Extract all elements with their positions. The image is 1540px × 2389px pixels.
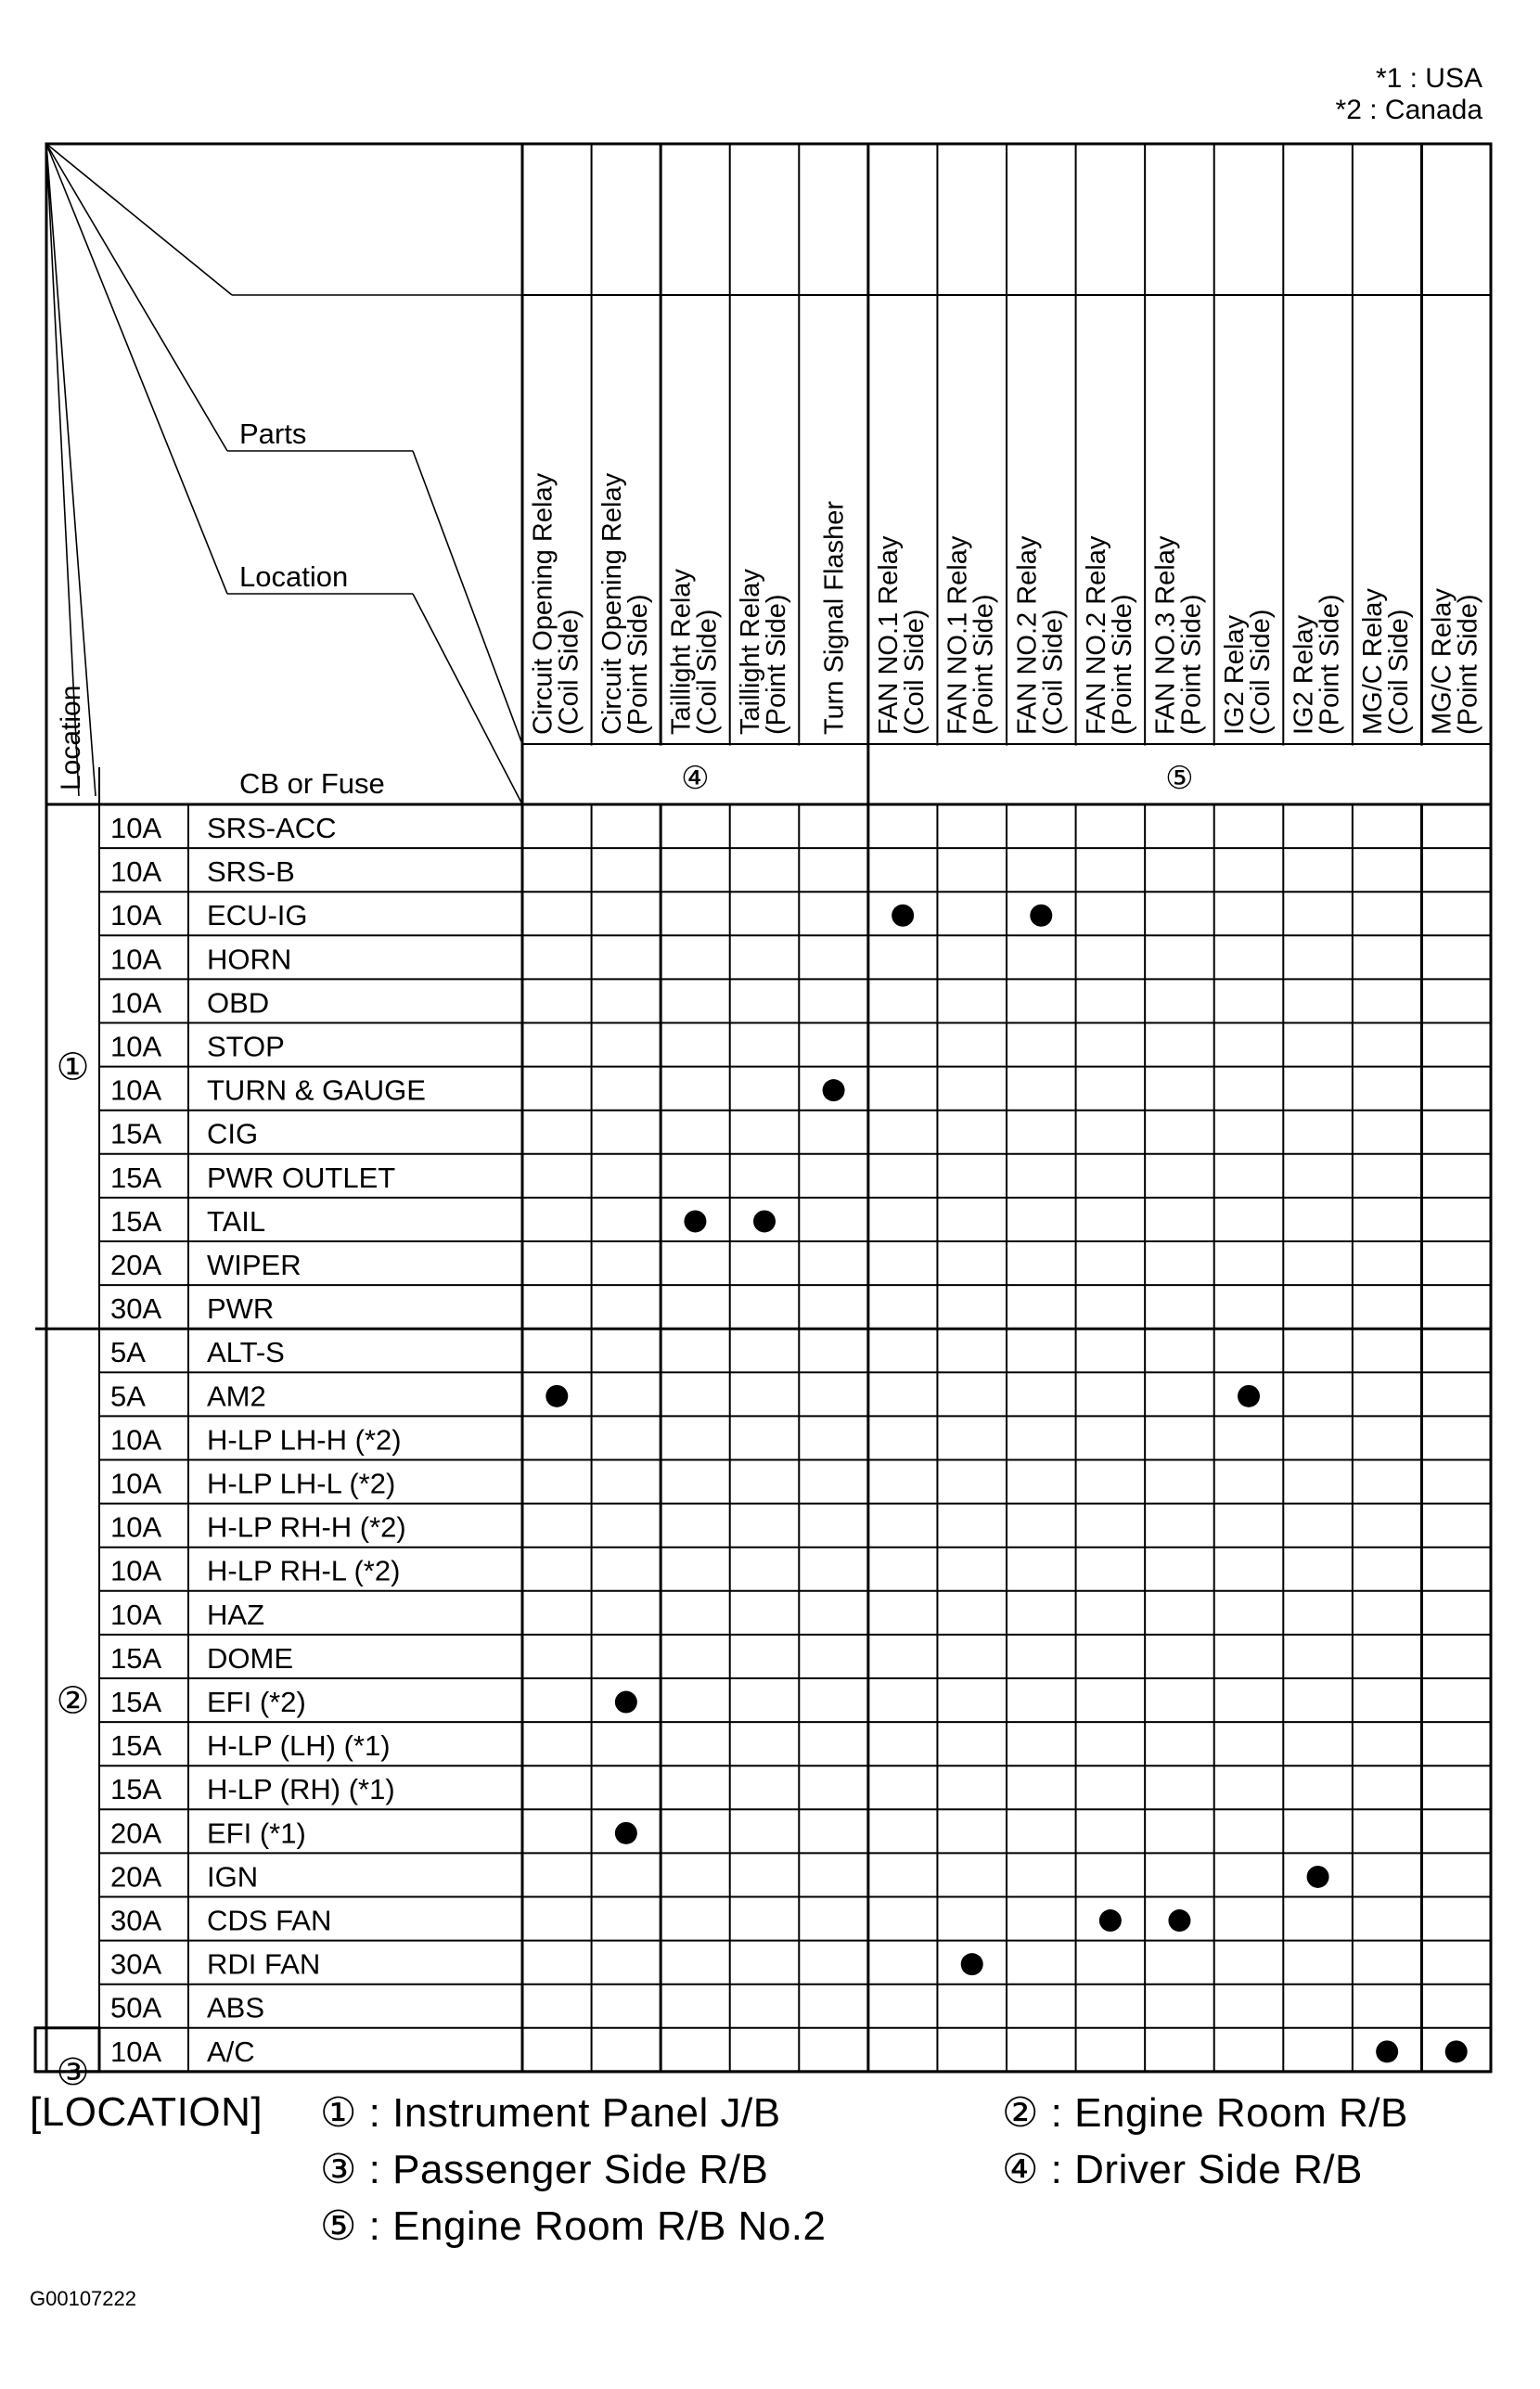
amp-cell: 20A [110, 1249, 162, 1281]
note-usa: *1 : USA [1375, 63, 1482, 94]
fuse-name-cell: AM2 [207, 1380, 266, 1413]
column-header-4 [820, 501, 850, 735]
amp-cell: 10A [110, 1467, 162, 1500]
column-header-side: (Point Side) [762, 594, 791, 735]
fuse-name-cell: CIG [207, 1117, 259, 1150]
connection-dot [1030, 905, 1052, 927]
fuse-name-cell: DOME [207, 1641, 293, 1675]
column-header-name: FAN NO.2 Relay [1081, 535, 1111, 735]
column-header-side: (Point Side) [1107, 594, 1137, 735]
fuse-name-cell: H-LP (LH) (*1) [207, 1729, 391, 1763]
column-header-side: (Point Side) [1176, 594, 1207, 735]
legend-number-4: ④ [1002, 2147, 1039, 2192]
amp-cell: 10A [110, 1510, 162, 1544]
band-mask [1143, 746, 1147, 803]
column-header-3 [736, 569, 791, 735]
connection-dot [1099, 1909, 1122, 1932]
band-mask [1213, 746, 1216, 803]
column-header-13 [1428, 588, 1483, 735]
legend-number-1: ① [320, 2090, 357, 2136]
fuse-name-cell: WIPER [207, 1249, 302, 1281]
legend-item-4: ④ : Driver Side R/B [1002, 2147, 1363, 2192]
diagonal-line [46, 144, 227, 451]
parts-header-label: Parts [239, 417, 307, 450]
diagonal-line [46, 144, 227, 594]
column-header-10 [1220, 610, 1276, 735]
column-header-name: Circuit Opening Relay [528, 472, 558, 735]
amp-cell: 10A [110, 855, 162, 889]
column-header-11 [1290, 594, 1345, 735]
band-mask [797, 746, 801, 803]
band-mask [659, 746, 662, 803]
band-mask [935, 746, 939, 803]
amp-cell: 5A [110, 1336, 146, 1369]
legend-item-2: ② : Engine Room R/B [1002, 2090, 1408, 2136]
legend-text-5: Engine Room R/B No.2 [392, 2203, 827, 2249]
column-header-side: (Coil Side) [1384, 609, 1415, 735]
fuse-name-cell: PWR OUTLET [207, 1161, 396, 1194]
column-header-8 [1082, 535, 1137, 735]
fuse-name-cell: EFI (*2) [207, 1686, 306, 1718]
connection-dot [1168, 1909, 1190, 1932]
fuse-name-cell: HAZ [207, 1598, 264, 1631]
column-header-side: (Coil Side) [900, 609, 930, 735]
column-header-7 [1012, 535, 1068, 735]
column-header-name: IG2 Relay [1289, 615, 1319, 735]
location-header-label: Location [239, 560, 349, 593]
legend-item-3: ③ : Passenger Side R/B [320, 2147, 769, 2192]
amp-cell: 15A [110, 1641, 162, 1675]
fuse-name-cell: HORN [207, 943, 292, 976]
connection-dot [545, 1385, 568, 1407]
legend-number-2: ② [1002, 2090, 1039, 2136]
amp-cell: 20A [110, 1860, 162, 1894]
column-header-12 [1358, 588, 1414, 735]
legend-number-3: ③ [320, 2147, 357, 2192]
connection-dot [1376, 2040, 1398, 2062]
location-side-label: Location [56, 685, 86, 790]
band-mask [728, 746, 732, 803]
fuse-name-cell: H-LP (RH) (*1) [207, 1773, 395, 1806]
connection-dot [684, 1210, 706, 1232]
amp-cell: 15A [110, 1729, 162, 1763]
amp-cell: 10A [110, 1073, 162, 1107]
column-header-name: FAN NO.1 Relay [943, 535, 973, 735]
amp-cell: 10A [110, 1598, 162, 1631]
amp-cell: 10A [110, 986, 162, 1020]
amp-cell: 15A [110, 1204, 162, 1238]
column-header-name: FAN NO.1 Relay [874, 535, 905, 735]
column-header-side: (Point Side) [622, 594, 653, 735]
connection-dot [615, 1691, 637, 1714]
amp-cell: 30A [110, 1904, 162, 1937]
band-mask [1419, 746, 1423, 803]
group-label: ③ [56, 2051, 90, 2093]
connection-dot [823, 1079, 845, 1101]
legend-title: [LOCATION] [30, 2089, 263, 2135]
column-header-6 [943, 535, 999, 735]
legend-item-1: ① : Instrument Panel J/B [320, 2090, 781, 2136]
fuse-name-cell: ALT-S [207, 1336, 285, 1369]
band-mask [1351, 746, 1354, 803]
fuse-name-cell: STOP [207, 1030, 285, 1063]
band-mask [1281, 746, 1285, 803]
column-header-name: Circuit Opening Relay [597, 472, 627, 735]
column-header-side: (Point Side) [1315, 594, 1345, 735]
fuse-name-cell: IGN [207, 1860, 259, 1894]
column-header-side: (Coil Side) [1038, 609, 1069, 735]
amp-cell: 5A [110, 1380, 146, 1413]
fuse-name-cell: ABS [207, 1991, 265, 2024]
amp-cell: 15A [110, 1686, 162, 1718]
amp-cell: 30A [110, 1292, 162, 1326]
column-header-9 [1150, 535, 1206, 735]
band-mask [590, 746, 594, 803]
fuse-name-cell: H-LP RH-H (*2) [207, 1510, 406, 1544]
fuse-name-cell: ECU-IG [207, 899, 308, 932]
fuse-name-cell: TURN & GAUGE [207, 1073, 426, 1107]
amp-cell: 10A [110, 2035, 162, 2068]
connection-dot [615, 1822, 637, 1844]
column-header-1 [597, 472, 653, 735]
amp-cell: 10A [110, 899, 162, 932]
column-header-side: (Coil Side) [554, 609, 584, 735]
fuse-name-cell: H-LP LH-L (*2) [207, 1467, 396, 1500]
amp-cell: 15A [110, 1773, 162, 1806]
column-header-name: MG/C Relay [1358, 588, 1389, 735]
legend-text-2: Engine Room R/B [1074, 2090, 1408, 2136]
connection-dot [1238, 1385, 1260, 1407]
legend-text-4: Driver Side R/B [1074, 2147, 1363, 2192]
amp-cell: 50A [110, 1991, 162, 2024]
legend-text-1: Instrument Panel J/B [392, 2090, 781, 2136]
column-header-name: IG2 Relay [1220, 615, 1250, 735]
amp-cell: 30A [110, 1947, 162, 1981]
fuse-name-cell: H-LP RH-L (*2) [207, 1554, 401, 1587]
amp-cell: 10A [110, 1030, 162, 1063]
fuse-name-cell: SRS-B [207, 855, 295, 889]
fuse-name-cell: CDS FAN [207, 1904, 332, 1937]
connection-dot [1445, 2040, 1468, 2062]
column-header-name: MG/C Relay [1427, 588, 1457, 735]
column-header-name: FAN NO.3 Relay [1150, 535, 1181, 735]
legend-item-5: ⑤ : Engine Room R/B No.2 [320, 2203, 827, 2249]
fuse-name-cell: PWR [207, 1292, 275, 1326]
connection-dot [1307, 1866, 1329, 1888]
document-id: G00107222 [30, 2287, 136, 2310]
fuse-name-cell: RDI FAN [207, 1947, 321, 1981]
fuse-name-cell: A/C [207, 2035, 255, 2068]
fuse-name-cell: EFI (*1) [207, 1817, 306, 1850]
column-header-side: (Point Side) [969, 594, 999, 735]
amp-cell: 15A [110, 1161, 162, 1194]
connection-dot [753, 1210, 776, 1232]
band-mask [1074, 746, 1078, 803]
column-header-2 [666, 569, 722, 735]
group-label: ① [56, 1047, 90, 1088]
column-location-label: ④ [681, 761, 710, 796]
diagonal-line [46, 144, 232, 295]
legend-number-5: ⑤ [320, 2203, 357, 2249]
column-header-0 [528, 472, 584, 735]
column-location-label: ⑤ [1165, 761, 1194, 796]
fuse-name-cell: OBD [207, 986, 270, 1020]
column-header-5 [874, 535, 930, 735]
amp-cell: 20A [110, 1817, 162, 1850]
connection-dot [961, 1953, 983, 1975]
column-header-side: (Point Side) [1453, 594, 1483, 735]
amp-cell: 10A [110, 1423, 162, 1457]
amp-cell: 10A [110, 812, 162, 844]
cb-fuse-header-label: CB or Fuse [239, 767, 385, 800]
fuse-name-cell: SRS-ACC [207, 812, 337, 844]
band-mask [1005, 746, 1008, 803]
amp-cell: 15A [110, 1117, 162, 1150]
legend-text-3: Passenger Side R/B [392, 2147, 769, 2192]
fuse-name-cell: TAIL [207, 1204, 266, 1238]
column-header-side: (Coil Side) [1246, 609, 1276, 735]
column-header-side: (Coil Side) [692, 609, 723, 735]
note-canada: *2 : Canada [1335, 95, 1482, 125]
fuse-name-cell: H-LP LH-H (*2) [207, 1423, 402, 1457]
column-header-name: FAN NO.2 Relay [1012, 535, 1043, 735]
column-header-name: Turn Signal Flasher [819, 501, 850, 735]
column-header-name: Taillight Relay [736, 569, 765, 735]
amp-cell: 10A [110, 1554, 162, 1587]
connection-dot [892, 905, 914, 927]
amp-cell: 10A [110, 943, 162, 976]
group-label: ② [56, 1680, 90, 1722]
column-header-name: Taillight Relay [666, 569, 697, 735]
